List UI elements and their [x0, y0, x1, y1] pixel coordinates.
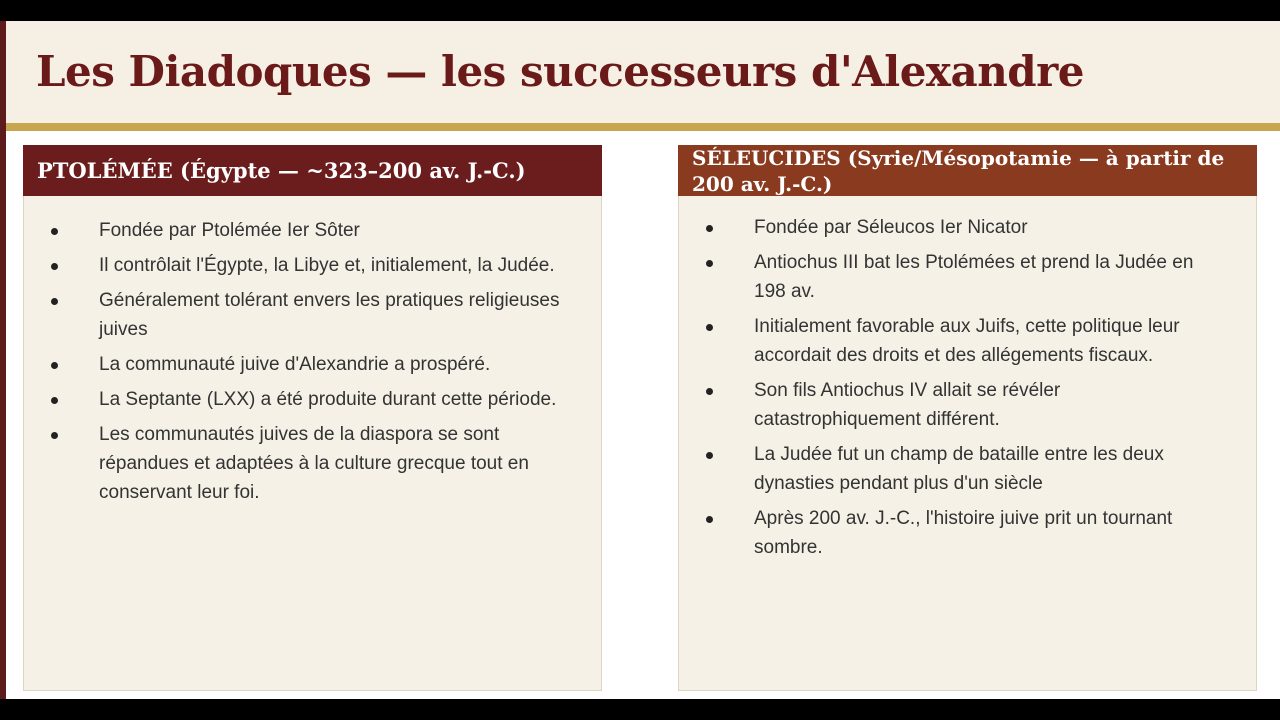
list-item-text: Fondée par Séleucos Ier Nicator [754, 217, 1028, 238]
list-item [679, 248, 1226, 306]
list-item-text: Antiochus III bat les Ptolémées et prend la Judée en 198 av. [754, 252, 1194, 302]
bullet-icon [51, 432, 58, 439]
list-item-text: Initialement favorable aux Juifs, cette politique leur accordait des droits et des allégements fiscaux. [754, 316, 1180, 366]
seleucid-heading: SÉLEUCIDES (Syrie/Mésopotamie — à partir de 200 av. J.-C.) [678, 145, 1257, 196]
list-item [24, 216, 571, 245]
list-item [24, 350, 571, 379]
bullet-icon [51, 263, 58, 270]
list-item-text: La Judée fut un champ de bataille entre les deux dynasties pendant plus d'un siècle [754, 444, 1164, 494]
bullet-icon [706, 324, 713, 331]
gold-divider [6, 123, 1280, 131]
ptolemy-bullet-list [24, 216, 571, 513]
list-item-text: La Septante (LXX) a été produite durant cette période. [99, 389, 557, 410]
list-item-text: Les communautés juives de la diaspora se sont répandues et adaptées à la culture grecque tout en conservant leur foi. [99, 424, 529, 503]
ptolemy-panel [23, 145, 602, 691]
list-item [679, 504, 1226, 562]
bullet-icon [706, 388, 713, 395]
list-item [679, 213, 1226, 242]
bullet-icon [51, 228, 58, 235]
list-item-text: Son fils Antiochus IV allait se révéler catastrophiquement différent. [754, 380, 1061, 430]
list-item [24, 251, 571, 280]
slide [0, 21, 1280, 699]
ptolemy-heading: PTOLÉMÉE (Égypte — ~323–200 av. J.-C.) [23, 145, 602, 196]
list-item-text: Fondée par Ptolémée Ier Sôter [99, 220, 360, 241]
list-item [679, 312, 1226, 370]
bullet-icon [51, 298, 58, 305]
list-item [24, 420, 571, 507]
list-item-text: Généralement tolérant envers les pratiques religieuses juives [99, 290, 560, 340]
list-item-text: Il contrôlait l'Égypte, la Libye et, initialement, la Judée. [99, 255, 555, 276]
list-item-text: La communauté juive d'Alexandrie a prospéré. [99, 354, 491, 375]
list-item [24, 385, 571, 414]
bullet-icon [51, 362, 58, 369]
bullet-icon [706, 260, 713, 267]
list-item-text: Après 200 av. J.-C., l'histoire juive prit un tournant sombre. [754, 508, 1173, 558]
bullet-icon [706, 452, 713, 459]
bullet-icon [706, 516, 713, 523]
bullet-icon [706, 225, 713, 232]
list-item [24, 286, 571, 344]
list-item [679, 376, 1226, 434]
seleucid-panel [678, 145, 1257, 691]
list-item [679, 440, 1226, 498]
seleucid-bullet-list [679, 213, 1226, 568]
slide-title: Les Diadoques — les successeurs d'Alexandre [36, 47, 1084, 96]
title-header [6, 21, 1280, 123]
bullet-icon [51, 397, 58, 404]
